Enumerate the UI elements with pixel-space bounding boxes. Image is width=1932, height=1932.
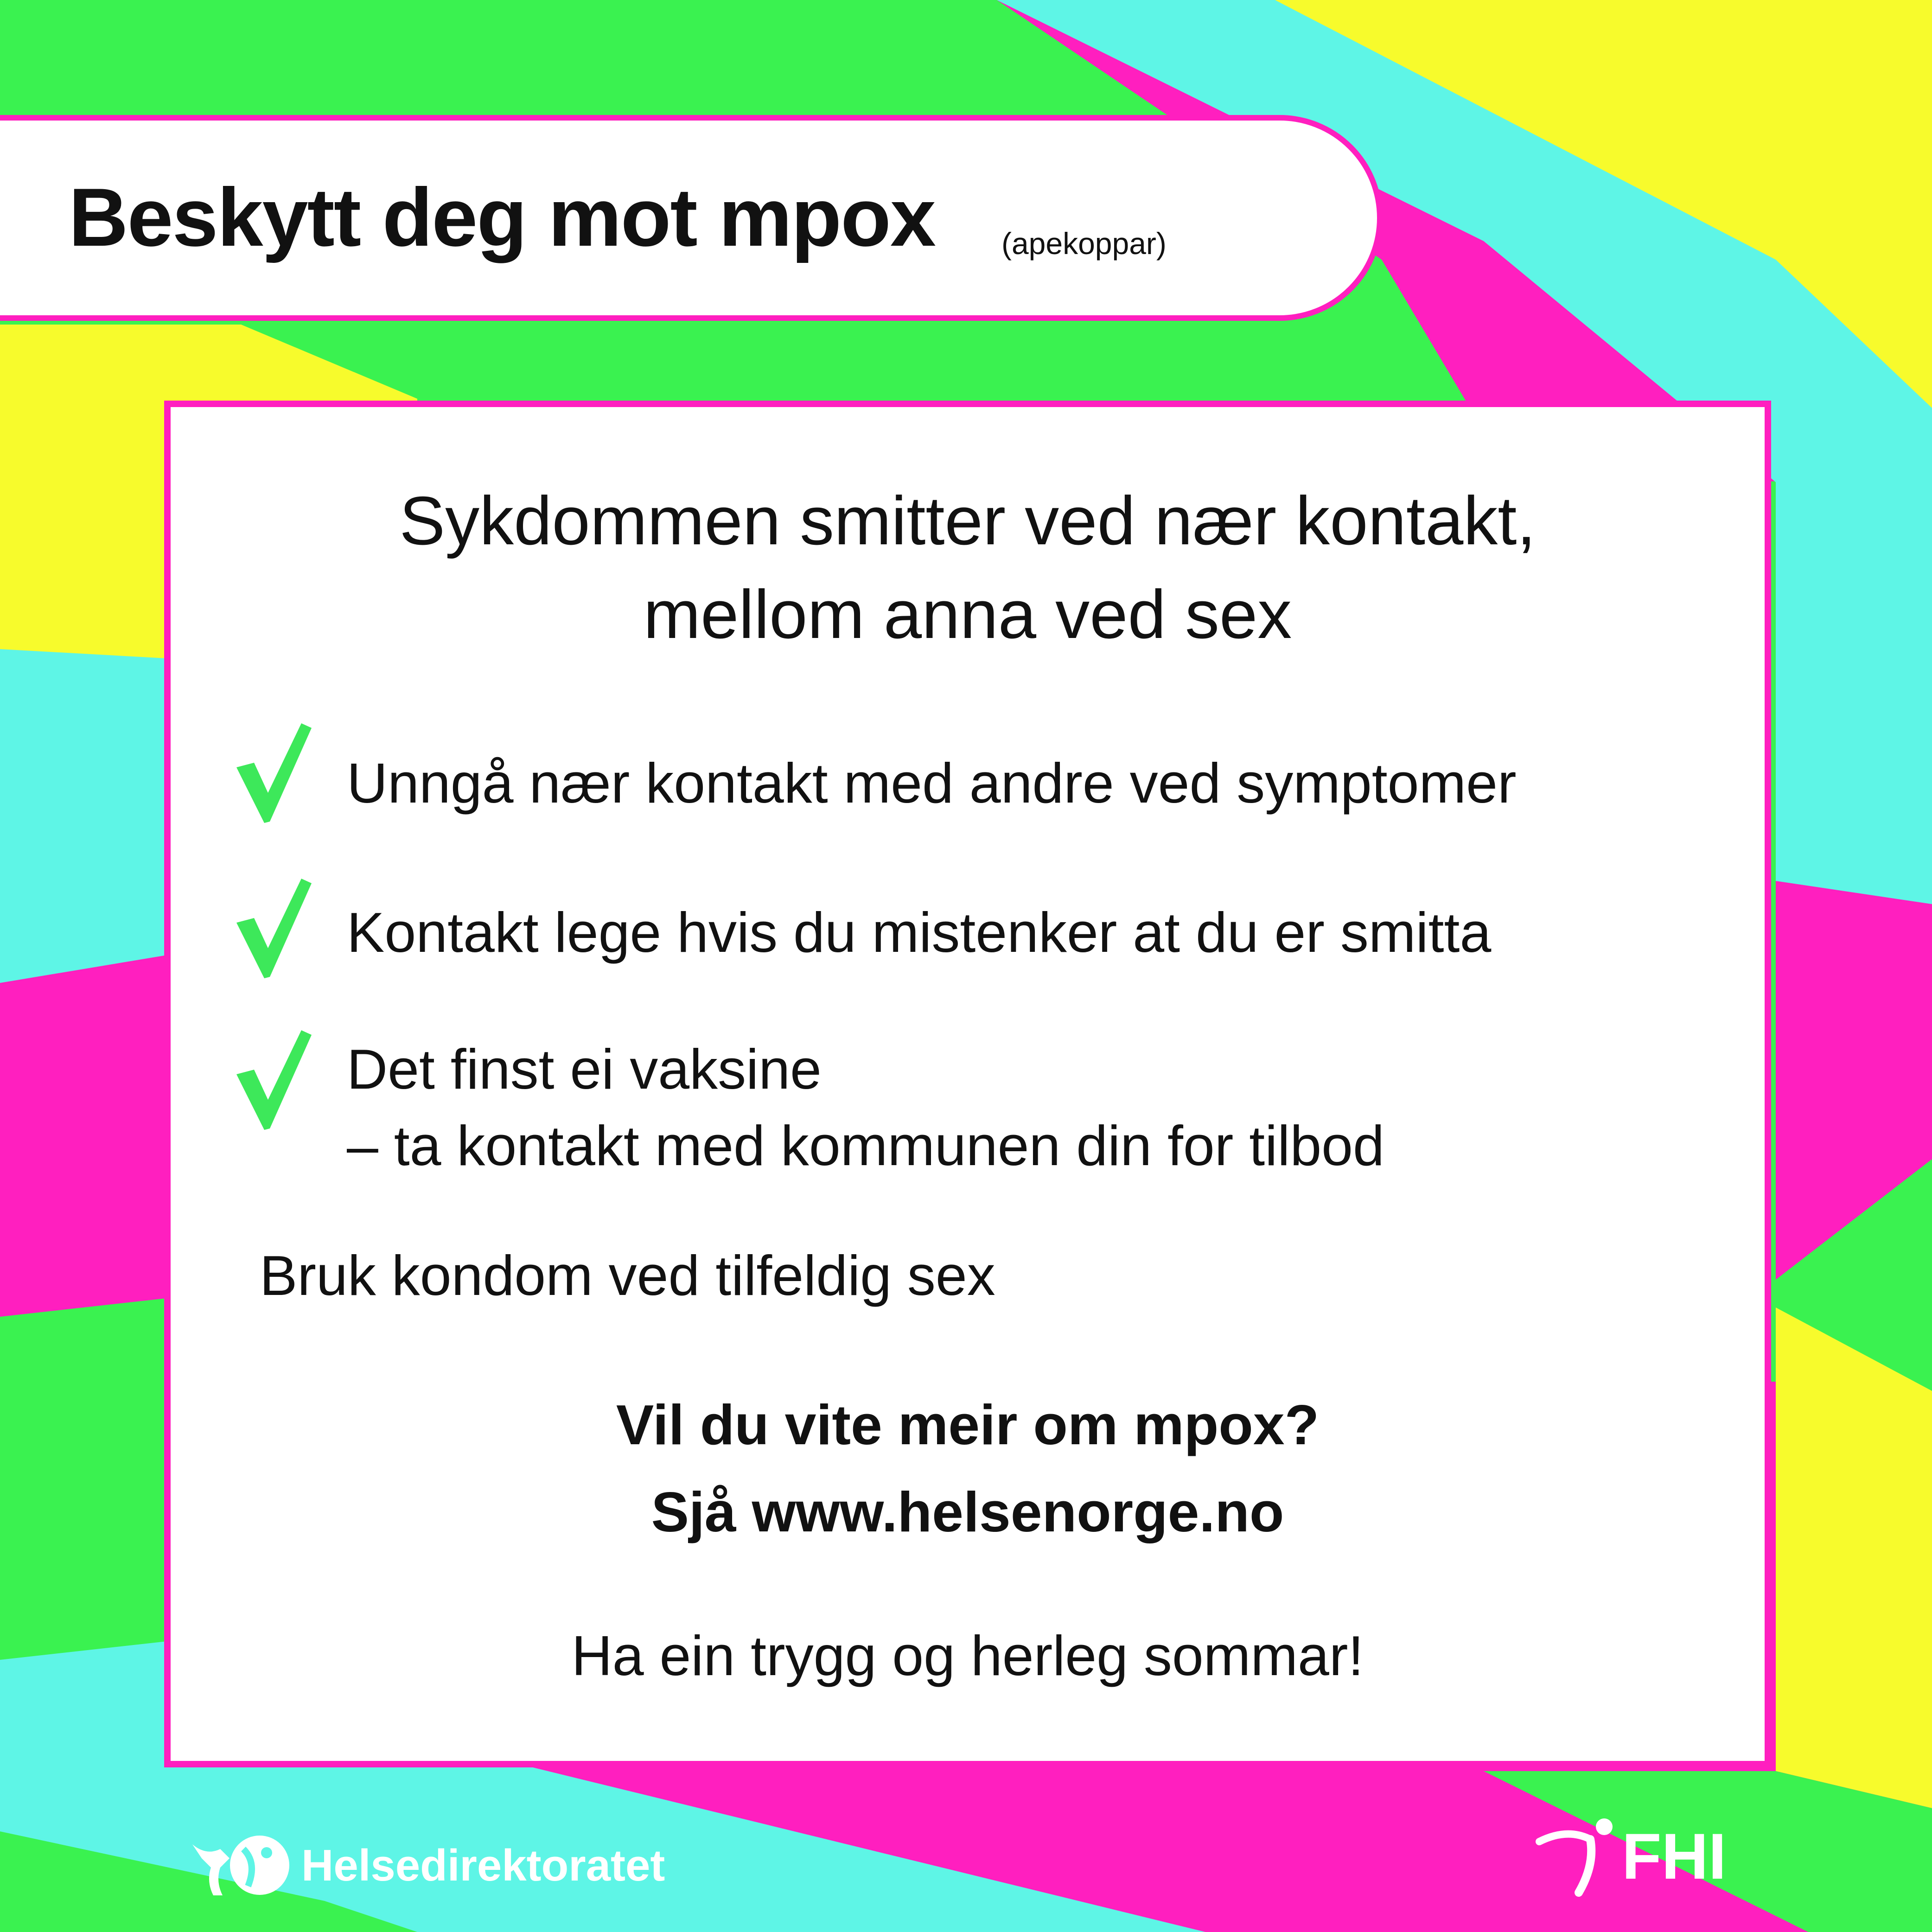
checklist-item-3-line-2: – ta kontakt med kommunen din for tilbod	[347, 1114, 1384, 1177]
check-icon	[232, 879, 315, 981]
closing-message: Ha ein trygg og herleg sommar!	[571, 1624, 1364, 1687]
headline-line-1: Sykdommen smitter ved nær kontakt,	[399, 483, 1536, 559]
fhi-icon	[1535, 1814, 1618, 1897]
check-icon	[232, 723, 315, 825]
condom-advice: Bruk kondom ved tilfeldig sex	[260, 1244, 995, 1307]
helsedirektoratet-icon	[188, 1830, 290, 1900]
cta-website: Sjå www.helsenorge.no	[651, 1480, 1284, 1543]
cta-question: Vil du vite meir om mpox?	[616, 1393, 1320, 1456]
check-icon	[232, 1030, 315, 1132]
checklist-item-2: Kontakt lege hvis du mistenker at du er smitta	[347, 901, 1492, 964]
page-subtitle: (apekoppar)	[1001, 226, 1167, 261]
fhi-name: FHI	[1622, 1820, 1727, 1893]
page-title: Beskytt deg mot mpox	[69, 171, 935, 263]
helsedirektoratet-name: Helsedirektoratet	[301, 1841, 665, 1890]
checklist-item-1: Unngå nær kontakt med andre ved symptomer	[347, 752, 1517, 815]
checklist-item-3-line-1: Det finst ei vaksine	[347, 1038, 822, 1101]
headline-line-2: mellom anna ved sex	[643, 576, 1292, 653]
